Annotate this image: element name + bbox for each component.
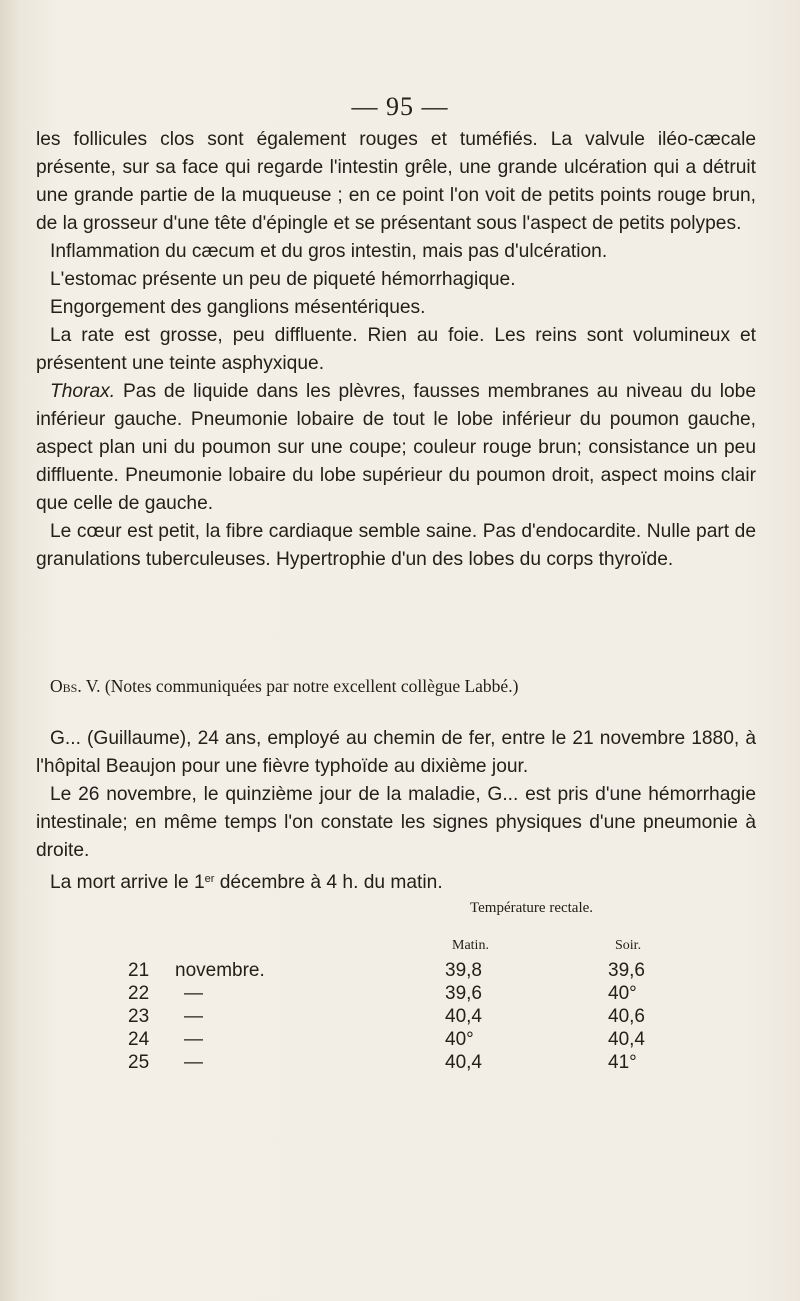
thorax-text: Pas de liquide dans les plèvres, fausses membranes au niveau du lobe inférieur gauche. Pneumonie lobaire de tout le lobe inférieur du poumon gauche, aspect plan uni du poumon sur une coupe; couleur rouge brun; consistance un peu diffluente. Pneumonie lobaire du lobe supérieur du poumon droit, aspect moins clair que celle de gauche. (36, 381, 756, 514)
temperature-table (0, 960, 800, 1075)
page-number: — 95 — (351, 92, 449, 121)
table-row: 22 — 39,6 40° (128, 983, 637, 1004)
column-header-matin: Matin. (452, 938, 489, 953)
table-row: 24 — 40° 40,4 (128, 1029, 645, 1050)
paragraph-thorax (36, 378, 756, 518)
paragraph-hemorrhage: Le 26 novembre, le quinzième jour de la maladie, G... est pris d'une hémorrhagie intestinale; en même temps l'on constate les signes physiques d'une pneumonie à droite. (36, 784, 756, 861)
paragraph-follicles: les follicules clos sont également rouges et tuméfiés. La valvule iléo-cæcale présente, sur sa face qui regarde l'intestin grêle, une grande ulcération qui a détruit une grande partie de la muqueuse ; en ce point l'on voit de petits points rouge brun, de la grosseur d'une tête d'épingle et se présentant sous l'aspect de petits polypes. (36, 129, 756, 234)
paragraph-stomach: L'estomac présente un peu de piqueté hémorrhagique. (50, 269, 516, 290)
paragraph-inflammation: Inflammation du cæcum et du gros intestin, mais pas d'ulcération. (50, 241, 608, 262)
paragraph-heart: Le cœur est petit, la fibre cardiaque semble saine. Pas d'endocardite. Nulle part de granulations tuberculeuses. Hypertrophie d'un des lobes du corps thyroïde. (36, 521, 756, 570)
autopsy-text (36, 126, 756, 574)
observation-heading (50, 672, 750, 700)
paragraph-admission: G... (Guillaume), 24 ans, employé au chemin de fer, entre le 21 novembre 1880, à l'hôpital Beaujon pour une fièvre typhoïde au dixième jour. (36, 728, 756, 777)
observation-note: (Notes communiquées par notre excellent collègue Labbé.) (104, 676, 519, 696)
temperature-table-title: Température rectale. (470, 900, 594, 916)
thorax-label: Thorax. (50, 381, 116, 402)
case-text (36, 725, 756, 897)
paragraph-spleen: La rate est grosse, peu diffluente. Rien au foie. Les reins sont volumineux et présentent une teinte asphyxique. (36, 325, 756, 374)
observation-label: Obs. V. (50, 676, 101, 696)
table-row: 25 — 40,4 41° (128, 1052, 637, 1073)
column-header-soir: Soir. (615, 938, 642, 953)
table-row: 23 — 40,4 40,6 (128, 1006, 645, 1027)
paragraph-death: La mort arrive le 1er décembre à 4 h. du matin. (50, 872, 443, 893)
paragraph-ganglions: Engorgement des ganglions mésentériques. (50, 297, 426, 318)
table-row: 21 novembre. 39,8 39,6 (128, 960, 645, 981)
